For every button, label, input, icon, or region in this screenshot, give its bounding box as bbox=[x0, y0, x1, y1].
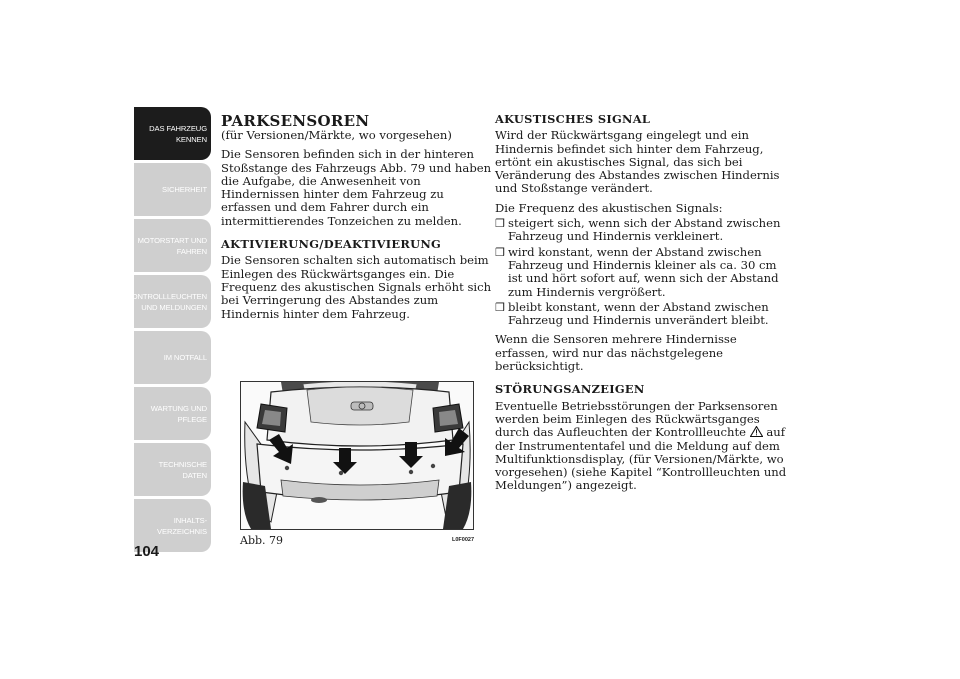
checkbox-bullet-icon: ❒ bbox=[495, 300, 505, 314]
tab-motorstart-und-fahren[interactable] bbox=[134, 219, 211, 272]
frequency-paragraph: Die Frequenz des akustischen Signals: bbox=[495, 200, 723, 215]
checkbox-bullet-icon: ❒ bbox=[495, 245, 505, 259]
tab-kontrollleuchten-und-meldungen[interactable] bbox=[126, 275, 211, 328]
list-item-text: wird konstant, wenn der Abstand zwischen Fahrzeug und Hindernis kleiner als ca. 30 cm ist und hört sofort auf, wenn sich der Abstand zum Hindernis vergrößert. bbox=[508, 244, 779, 299]
intro-paragraph: Die Sensoren befinden sich in der hinteren Stoßstange des Fahrzeugs Abb. 79 und haben die Aufgabe, die Anwesenheit von Hindernissen hinter dem Fahrzeug zu erfassen und dem Fahrer durch ein intermittierendes Tonzeichen zu melden. bbox=[221, 147, 492, 228]
figure-parking-sensors bbox=[240, 381, 474, 530]
figure-caption: Abb. 79 bbox=[240, 534, 284, 547]
list-item-text: steigert sich, wenn sich der Abstand zwischen Fahrzeug und Hindernis verkleinert. bbox=[508, 216, 781, 244]
activation-heading: AKTIVIERUNG/DEAKTIVIERUNG bbox=[221, 237, 442, 252]
tab-label: DAS FAHRZEUG KENNEN bbox=[149, 123, 207, 144]
tab-label: SICHERHEIT bbox=[162, 185, 207, 194]
chapter-tabs bbox=[126, 107, 211, 555]
tab-im-notfall[interactable] bbox=[134, 331, 211, 384]
fault-paragraph bbox=[495, 400, 790, 493]
acoustic-signal-heading: AKUSTISCHES SIGNAL bbox=[495, 112, 651, 126]
list-item bbox=[495, 301, 790, 328]
checkbox-bullet-icon: ❒ bbox=[495, 217, 505, 231]
tab-label: TECHNISCHE DATEN bbox=[158, 459, 207, 480]
acoustic-paragraph: Wird der Rückwärtsgang eingelegt und ein Hindernis befindet sich hinter dem Fahrzeug, ertönt ein akustisches Signal, das sich bei Veränderung des Abstandes zwischen Hindernis und Stoßstange verändert. bbox=[495, 128, 780, 196]
right-column bbox=[495, 113, 790, 499]
list-item bbox=[495, 217, 790, 244]
car-rear-illustration bbox=[241, 382, 473, 529]
tab-wartung-und-pflege[interactable] bbox=[134, 387, 211, 440]
figure-code: L0F0027 bbox=[452, 537, 475, 543]
warning-triangle-icon bbox=[750, 426, 763, 437]
page-number: 104 bbox=[134, 543, 160, 560]
list-item-text: bleibt konstant, wenn der Abstand zwischen Fahrzeug und Hindernis unverändert bleibt. bbox=[508, 299, 769, 328]
tab-technische-daten[interactable] bbox=[134, 443, 211, 496]
tab-label: INHALTS- VERZEICHNIS bbox=[157, 515, 207, 536]
tab-label: KONTROLLLEUCHTEN UND MELDUNGEN bbox=[126, 291, 207, 312]
multiple-obstacles-paragraph: Wenn die Sensoren mehrere Hindernisse erfassen, wird nur das nächstgelegene berücksichtigt. bbox=[495, 332, 737, 374]
list-item bbox=[495, 246, 790, 299]
fault-text-end: auf der Instrumententafel und die Meldung auf dem Multifunktionsdisplay, (für Versionen/Märkte, wo vorgesehen) (siehe Kapitel “Kontrollleuchten und Meldungen”) angezeigt. bbox=[495, 425, 787, 493]
tab-label: WARTUNG UND PFLEGE bbox=[150, 403, 207, 424]
tab-label: IM NOTFALL bbox=[163, 353, 207, 362]
tab-sicherheit[interactable] bbox=[134, 163, 211, 216]
tab-label: MOTORSTART UND FAHREN bbox=[137, 235, 207, 256]
activation-paragraph: Die Sensoren schalten sich automatisch beim Einlegen des Rückwärtsganges ein. Die Frequenz des akustischen Signals erhöht sich bei Verringerung des Abstandes zum Hindernis hinter dem Fahrzeug. bbox=[221, 253, 492, 321]
section-title: PARKSENSOREN bbox=[221, 112, 370, 130]
left-column bbox=[221, 113, 493, 327]
section-subtitle: (für Versionen/Märkte, wo vorgesehen) bbox=[221, 128, 452, 142]
fault-text-start: Eventuelle Betriebsstörungen der Parksensoren werden beim Einlegen des Rückwärtsganges durch das Aufleuchten der Kontrollleuchte bbox=[495, 398, 778, 440]
tab-das-fahrzeug-kennen[interactable] bbox=[134, 107, 211, 160]
fault-heading: STÖRUNGSANZEIGEN bbox=[495, 382, 645, 397]
